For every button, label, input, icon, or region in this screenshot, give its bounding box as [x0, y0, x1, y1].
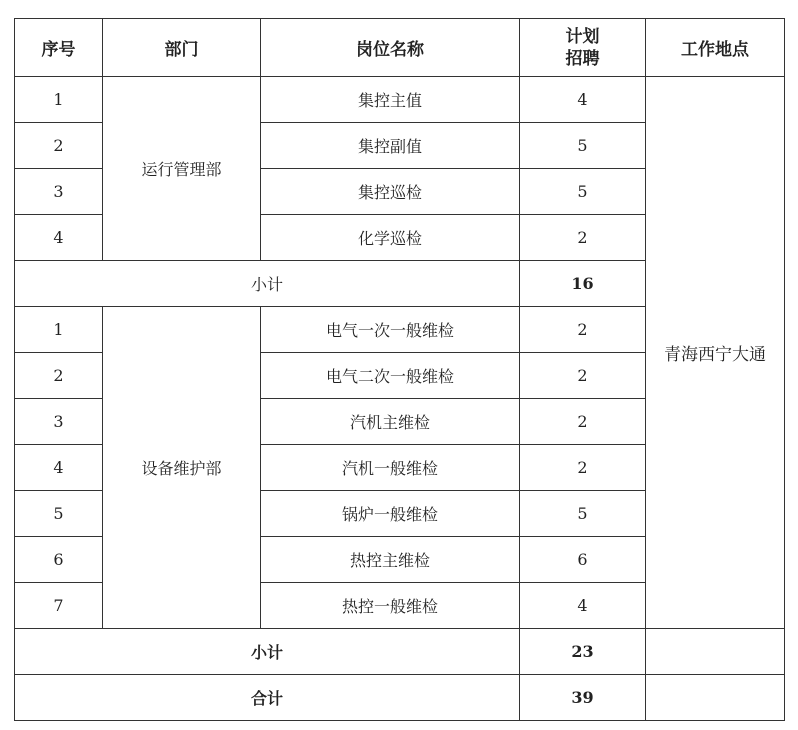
count-cell: 4: [520, 77, 646, 123]
header-plan-line1: 计划: [565, 26, 600, 47]
subtotal-value: 23: [520, 629, 646, 675]
seq-cell: 6: [15, 537, 103, 583]
position-cell: 集控巡检: [261, 169, 520, 215]
dept-cell: 运行管理部: [103, 77, 261, 261]
count-cell: 2: [520, 215, 646, 261]
position-cell: 电气一次一般维检: [261, 307, 520, 353]
position-cell: 电气二次一般维检: [261, 353, 520, 399]
seq-cell: 1: [15, 307, 103, 353]
seq-cell: 3: [15, 399, 103, 445]
position-cell: 锅炉一般维检: [261, 491, 520, 537]
position-cell: 集控副值: [261, 123, 520, 169]
seq-cell: 1: [15, 77, 103, 123]
count-cell: 4: [520, 583, 646, 629]
position-cell: 集控主值: [261, 77, 520, 123]
empty-location-cell: [646, 629, 785, 675]
seq-cell: 3: [15, 169, 103, 215]
count-cell: 2: [520, 445, 646, 491]
recruitment-table: [14, 18, 785, 721]
count-cell: 2: [520, 353, 646, 399]
position-cell: 汽机一般维检: [261, 445, 520, 491]
count-cell: 5: [520, 491, 646, 537]
seq-cell: 4: [15, 445, 103, 491]
empty-location-cell: [646, 675, 785, 721]
total-label: 合计: [15, 675, 520, 721]
position-cell: 热控主维检: [261, 537, 520, 583]
total-value: 39: [520, 675, 646, 721]
header-plan-line2: 招聘: [565, 48, 600, 69]
position-cell: 化学巡检: [261, 215, 520, 261]
count-cell: 2: [520, 307, 646, 353]
header-row: [15, 19, 785, 77]
total-row: [15, 675, 785, 721]
position-cell: 热控一般维检: [261, 583, 520, 629]
subtotal-value: 16: [520, 261, 646, 307]
seq-cell: 2: [15, 353, 103, 399]
dept-cell: 设备维护部: [103, 307, 261, 629]
subtotal-label: 小计: [15, 629, 520, 675]
seq-cell: 2: [15, 123, 103, 169]
position-cell: 汽机主维检: [261, 399, 520, 445]
location-cell: 青海西宁大通: [646, 77, 785, 629]
seq-cell: 4: [15, 215, 103, 261]
count-cell: 5: [520, 169, 646, 215]
count-cell: 6: [520, 537, 646, 583]
header-plan: [520, 19, 646, 77]
table-row: [15, 77, 785, 123]
subtotal-label: 小计: [15, 261, 520, 307]
seq-cell: 5: [15, 491, 103, 537]
subtotal-row: [15, 629, 785, 675]
seq-cell: 7: [15, 583, 103, 629]
header-location: 工作地点: [646, 19, 785, 77]
header-dept: 部门: [103, 19, 261, 77]
count-cell: 2: [520, 399, 646, 445]
header-seq: 序号: [15, 19, 103, 77]
count-cell: 5: [520, 123, 646, 169]
header-position: 岗位名称: [261, 19, 520, 77]
